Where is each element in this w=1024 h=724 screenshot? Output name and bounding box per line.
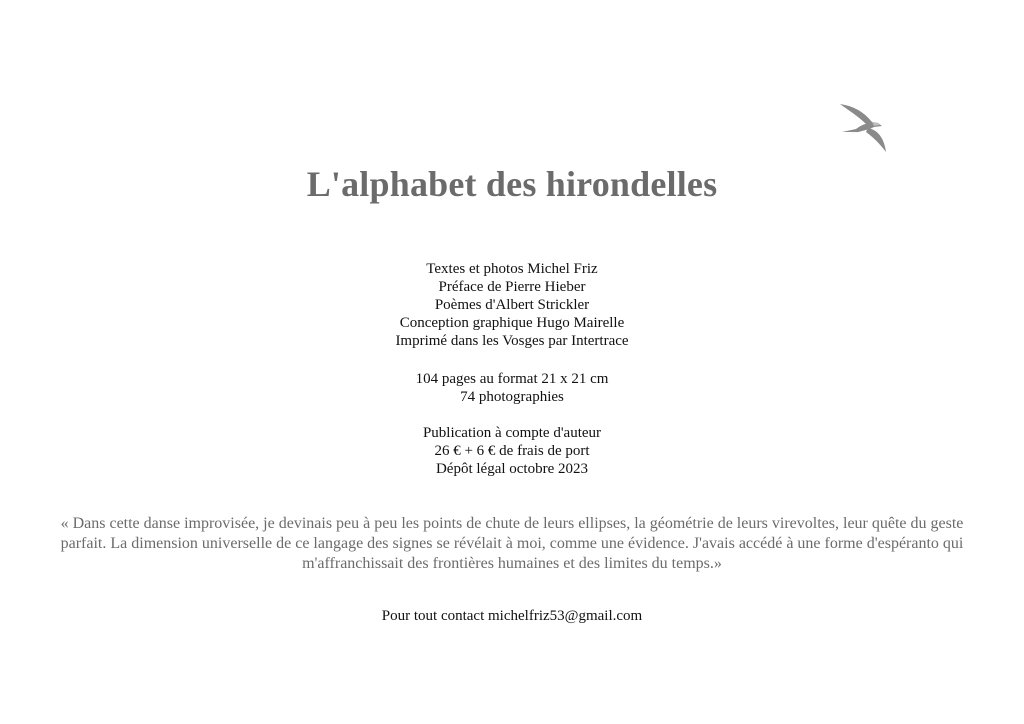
credit-line: Conception graphique Hugo Mairelle xyxy=(399,315,625,331)
publication-block xyxy=(0,424,1024,478)
publication-line: Publication à compte d'auteur xyxy=(422,425,602,441)
legal-deposit-line: Dépôt légal octobre 2023 xyxy=(435,461,589,477)
swallow-bird-icon xyxy=(836,100,892,156)
format-line: 104 pages au format 21 x 21 cm xyxy=(415,371,609,387)
format-line: 74 photographies xyxy=(460,389,564,405)
credit-line: Textes et photos Michel Friz xyxy=(426,261,598,277)
format-block xyxy=(0,370,1024,406)
contact-line: Pour tout contact michelfriz53@gmail.com xyxy=(381,608,643,624)
credit-line: Poèmes d'Albert Strickler xyxy=(434,297,590,313)
page-title: L'alphabet des hirondelles xyxy=(306,164,718,204)
credit-line: Imprimé dans les Vosges par Intertrace xyxy=(395,333,629,349)
credit-line: Préface de Pierre Hieber xyxy=(438,279,586,295)
price-line: 26 € + 6 € de frais de port xyxy=(434,443,590,459)
credits-block xyxy=(0,260,1024,350)
quote-paragraph: « Dans cette danse improvisée, je devinais peu à peu les points de chute de leurs ellipses, la géométrie de leurs virevoltes, leur quête du geste parfait. La dimension universelle de ce langage des signes se révélait à moi, comme une évidence. J'avais accédé à une forme d'espéranto qui m'affranchissait des frontières humaines et des limites du temps.» xyxy=(60,515,964,572)
